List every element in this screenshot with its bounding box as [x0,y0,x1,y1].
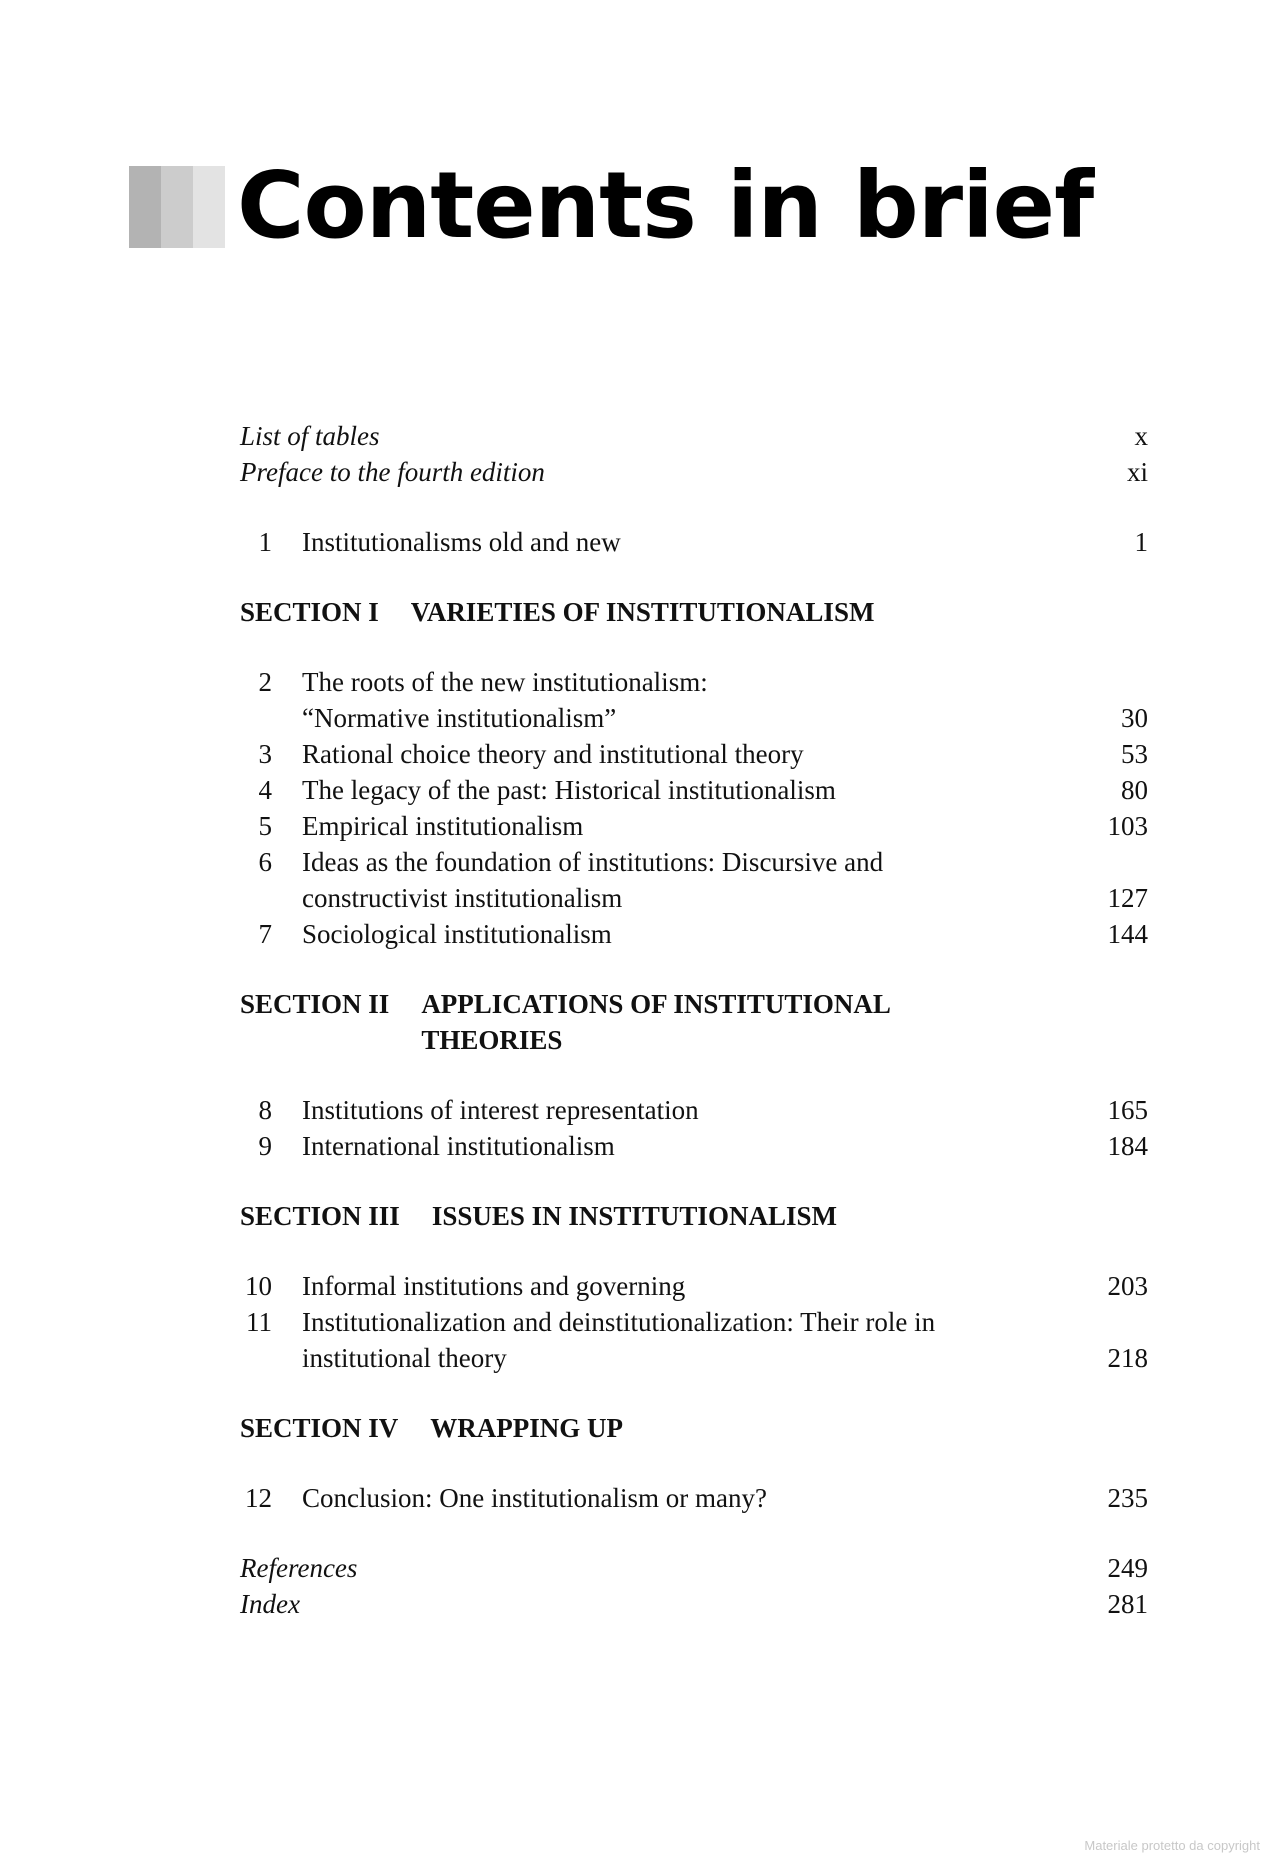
section-title: ISSUES IN INSTITUTIONALISM [431,1201,837,1231]
toc-entry-list-of-tables[interactable] [240,418,1148,454]
chapter-title: Conclusion: One institutionalism or many? [302,1483,767,1513]
section-label: SECTION III [240,1201,400,1231]
chapter-number: 12 [245,1483,272,1513]
toc-entry-preface[interactable] [240,454,1148,490]
chapter-title [302,1304,1028,1376]
toc-chapter-4[interactable] [240,772,1148,808]
title-block [129,152,1094,259]
toc-page-number: xi [1126,457,1148,487]
copyright-watermark: Materiale protetto da copyright [1084,1838,1260,1853]
toc-page-number: 165 [1107,1095,1148,1125]
page-title: Contents in brief [237,152,1094,259]
chapter-title: Institutionalisms old and new [302,527,621,557]
chapter-title: Institutions of interest representation [302,1095,699,1125]
toc-chapter-1[interactable] [240,524,1148,560]
chapter-number: 7 [258,919,272,949]
chapter-title: Sociological institutionalism [302,919,612,949]
toc-chapter-12[interactable] [240,1480,1148,1516]
chapter-title-line: Institutionalization and deinstitutionalization: Their role in [302,1307,936,1337]
toc-page-number: 281 [1107,1589,1148,1619]
section-label: SECTION II [240,989,390,1019]
toc-entry-text: Index [240,1589,300,1619]
chapter-title: Empirical institutionalism [302,811,584,841]
decorative-bar [193,166,225,248]
chapter-number: 4 [258,775,272,805]
toc-chapter-6[interactable] [240,844,1148,916]
section-title: VARIETIES OF INSTITUTIONALISM [410,597,875,627]
chapter-number: 8 [258,1095,272,1125]
toc-page-number: 144 [1107,919,1148,949]
chapter-title-line: constructivist institutionalism [302,883,623,913]
toc-entry-text: References [240,1553,358,1583]
decorative-bar [129,166,161,248]
toc-entry-references[interactable] [240,1550,1148,1586]
toc-chapter-2[interactable] [240,664,1148,736]
toc-page-number: 235 [1107,1483,1148,1513]
decorative-bar [161,166,193,248]
toc-page-number: 30 [1121,703,1148,733]
chapter-title: Informal institutions and governing [302,1271,686,1301]
section-title: APPLICATIONS OF INSTITUTIONAL THEORIES [421,989,890,1055]
toc-page-number: 53 [1121,739,1148,769]
toc-entry-index[interactable] [240,1586,1148,1622]
toc-page-number: 184 [1107,1131,1148,1161]
toc-chapter-8[interactable] [240,1092,1148,1128]
toc-chapter-11[interactable] [240,1304,1148,1376]
chapter-title-line: institutional theory [302,1343,507,1373]
section-heading-3 [240,1198,1148,1234]
chapter-number: 2 [258,667,272,697]
toc-chapter-5[interactable] [240,808,1148,844]
toc-page-number: 103 [1107,811,1148,841]
chapter-title: Rational choice theory and institutional theory [302,739,804,769]
chapter-title-line: Ideas as the foundation of institutions: Discursive and [302,847,884,877]
chapter-number: 5 [258,811,272,841]
chapter-title [302,664,1028,736]
toc-page-number: 249 [1107,1553,1148,1583]
section-heading-1 [240,594,1148,630]
section-heading-2 [240,986,1148,1058]
toc-chapter-7[interactable] [240,916,1148,952]
toc-entry-text: List of tables [240,421,380,451]
toc-page-number: x [1134,421,1148,451]
section-heading-4 [240,1410,1148,1446]
chapter-title: The legacy of the past: Historical institutionalism [302,775,836,805]
toc-chapter-9[interactable] [240,1128,1148,1164]
toc-page-number: 203 [1107,1271,1148,1301]
toc-entry-text: Preface to the fourth edition [240,457,545,487]
section-title: WRAPPING UP [430,1413,624,1443]
toc-chapter-10[interactable] [240,1268,1148,1304]
chapter-title: International institutionalism [302,1131,615,1161]
chapter-number: 11 [246,1307,272,1337]
toc-chapter-3[interactable] [240,736,1148,772]
table-of-contents [240,418,1148,1622]
chapter-number: 6 [258,847,272,877]
toc-page-number: 80 [1121,775,1148,805]
chapter-number: 9 [258,1131,272,1161]
chapter-title [302,844,1028,916]
chapter-title-line: The roots of the new institutionalism: [302,667,708,697]
chapter-number: 10 [245,1271,272,1301]
section-label: SECTION I [240,597,379,627]
toc-page-number: 218 [1107,1343,1148,1373]
toc-page-number: 127 [1107,883,1148,913]
chapter-number: 3 [258,739,272,769]
chapter-number: 1 [258,527,272,557]
chapter-title-line: “Normative institutionalism” [302,703,617,733]
toc-page-number: 1 [1134,527,1148,557]
section-label: SECTION IV [240,1413,399,1443]
